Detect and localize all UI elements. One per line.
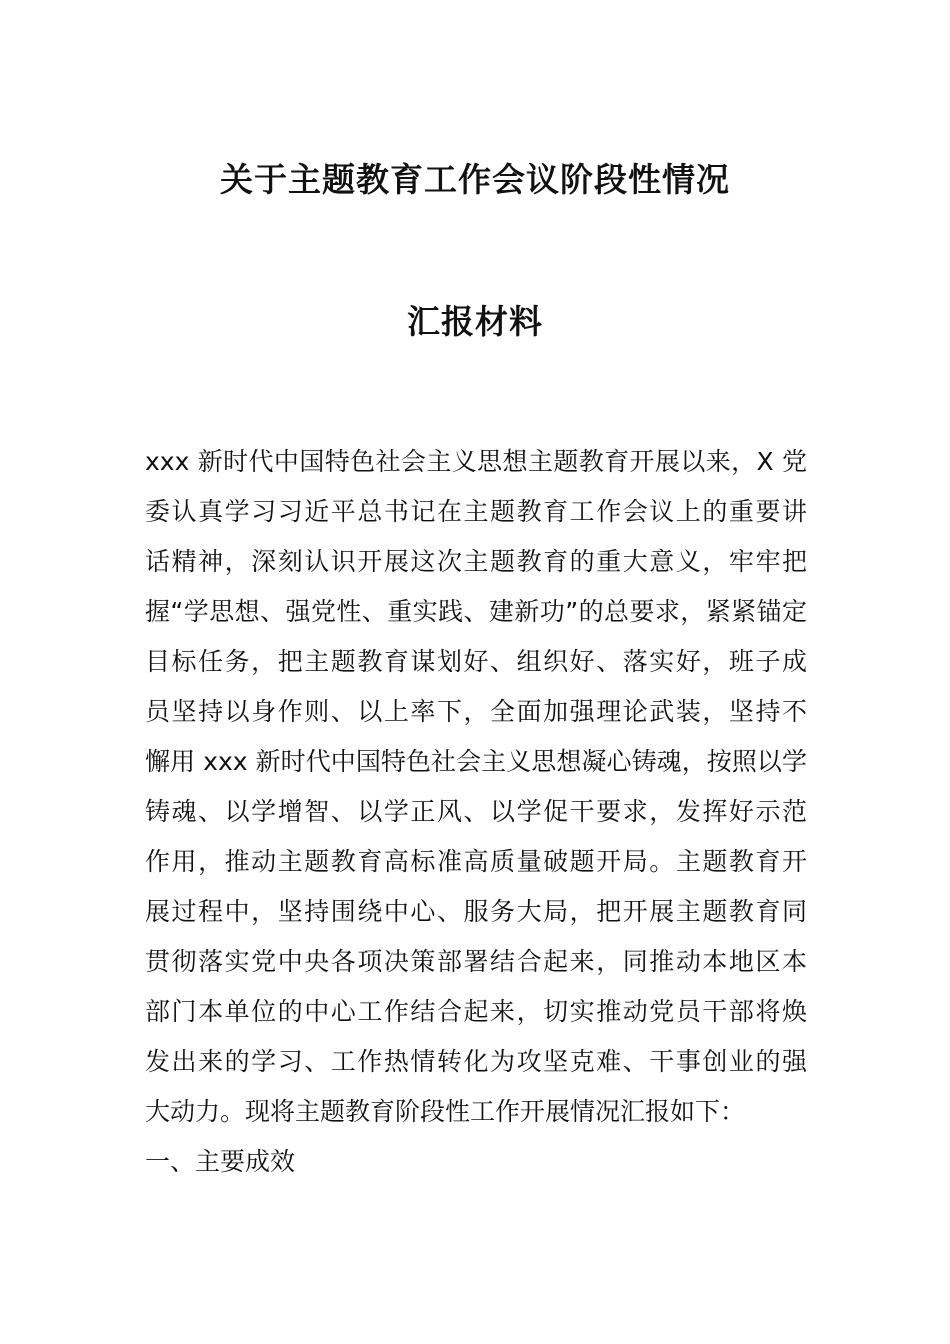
paragraph-line: 懈用 xxx 新时代中国特色社会主义思想凝心铸魂，按照以学 xyxy=(145,747,807,776)
paragraph-line: 发出来的学习、工作热情转化为攻坚克难、干事创业的强 xyxy=(145,1047,807,1076)
paragraph-line: 贯彻落实党中央各项决策部署结合起来，同推动本地区本 xyxy=(145,947,807,976)
paragraph-line: 握“学思想、强党性、重实践、建新功”的总要求，紧紧锚定 xyxy=(145,597,807,626)
paragraph-line: 委认真学习习近平总书记在主题教育工作会议上的重要讲 xyxy=(145,497,807,526)
paragraph-line: 展过程中，坚持围绕中心、服务大局，把开展主题教育同 xyxy=(145,897,807,926)
paragraph-line: 大动力。现将主题教育阶段性工作开展情况汇报如下： xyxy=(145,1097,746,1126)
document-title-line-1: 关于主题教育工作会议阶段性情况 xyxy=(220,160,730,199)
document-title-line-2: 汇报材料 xyxy=(407,302,543,341)
paragraph-line: 目标任务，把主题教育谋划好、组织好、落实好，班子成 xyxy=(145,647,807,676)
paragraph-line: 部门本单位的中心工作结合起来，切实推动党员干部将焕 xyxy=(145,997,807,1026)
paragraph-line: xxx 新时代中国特色社会主义思想主题教育开展以来，X 党 xyxy=(145,447,807,476)
paragraph-line: 作用，推动主题教育高标准高质量破题开局。主题教育开 xyxy=(145,847,807,876)
paragraph-line: 铸魂、以学增智、以学正风、以学促干要求，发挥好示范 xyxy=(145,797,807,826)
paragraph-line: 话精神，深刻认识开展这次主题教育的重大意义，牢牢把 xyxy=(145,547,807,576)
paragraph-line: 员坚持以身作则、以上率下，全面加强理论武装，坚持不 xyxy=(145,697,807,726)
section-heading: 一、主要成效 xyxy=(145,1147,296,1176)
